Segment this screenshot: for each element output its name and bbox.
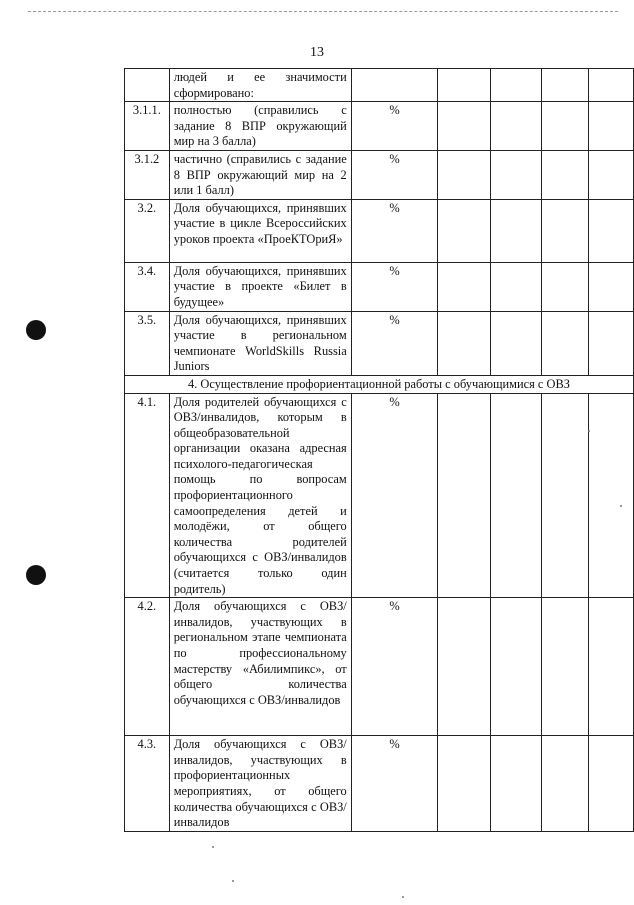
- table-row: [125, 736, 634, 832]
- row-unit: [351, 69, 438, 102]
- row-unit: %: [351, 199, 438, 262]
- empty-cell: [491, 311, 541, 375]
- row-description: людей и ее значимости сформировано:: [169, 69, 351, 102]
- empty-cell: [438, 736, 491, 832]
- table-row: [125, 102, 634, 151]
- row-number: 3.2.: [125, 199, 170, 262]
- empty-cell: [541, 102, 588, 151]
- empty-cell: [541, 393, 588, 598]
- empty-cell: [491, 262, 541, 311]
- row-description: Доля обучающихся, принявших участие в региональном чемпионате WorldSkills Russia Juniors: [169, 311, 351, 375]
- empty-cell: [588, 311, 633, 375]
- table-row: [125, 393, 634, 598]
- row-description: Доля обучающихся с ОВЗ/инвалидов, участвующих в профориентационных мероприятиях, от общего количества обучающихся с ОВЗ/инвалидов: [169, 736, 351, 832]
- row-description: Доля обучающихся, принявших участие в цикле Всероссийских уроков проекта «ПроеКТОриЯ»: [169, 199, 351, 262]
- empty-cell: [438, 598, 491, 736]
- empty-cell: [588, 393, 633, 598]
- binder-hole-top: [26, 320, 46, 340]
- empty-cell: [588, 598, 633, 736]
- table-row: [125, 598, 634, 736]
- empty-cell: [491, 150, 541, 199]
- row-number: 3.5.: [125, 311, 170, 375]
- scan-edge-line: [28, 11, 618, 12]
- table-row: [125, 69, 634, 102]
- row-number: 4.1.: [125, 393, 170, 598]
- empty-cell: [491, 393, 541, 598]
- row-unit: %: [351, 736, 438, 832]
- empty-cell: [541, 598, 588, 736]
- empty-cell: [491, 736, 541, 832]
- row-description: Доля обучающихся, принявших участие в проекте «Билет в будущее»: [169, 262, 351, 311]
- empty-cell: [438, 150, 491, 199]
- empty-cell: [491, 102, 541, 151]
- empty-cell: [541, 150, 588, 199]
- table-row: [125, 262, 634, 311]
- row-unit: %: [351, 393, 438, 598]
- row-unit: %: [351, 262, 438, 311]
- row-description: полностью (справились с задание 8 ВПР окружающий мир на 3 балла): [169, 102, 351, 151]
- row-unit: %: [351, 150, 438, 199]
- row-number: 4.3.: [125, 736, 170, 832]
- row-number: 3.4.: [125, 262, 170, 311]
- row-description: частично (справились с задание 8 ВПР окружающий мир на 2 или 1 балл): [169, 150, 351, 199]
- empty-cell: [588, 736, 633, 832]
- page-number: 13: [310, 45, 324, 60]
- row-number: [125, 69, 170, 102]
- empty-cell: [541, 736, 588, 832]
- empty-cell: [438, 393, 491, 598]
- empty-cell: [491, 69, 541, 102]
- empty-cell: [541, 262, 588, 311]
- row-number: 3.1.2: [125, 150, 170, 199]
- table-row: [125, 311, 634, 375]
- empty-cell: [491, 199, 541, 262]
- empty-cell: [438, 69, 491, 102]
- row-unit: %: [351, 311, 438, 375]
- row-description: Доля родителей обучающихся с ОВЗ/инвалидов, которым в общеобразовательной организации оказана адресная психолого-педагогическая помощь по вопросам профориентационного самоопределения детей и молодёжи, от общего количества родителей обучающихся с ОВЗ/инвалидов (считается только один родитель): [169, 393, 351, 598]
- empty-cell: [588, 199, 633, 262]
- empty-cell: [438, 262, 491, 311]
- empty-cell: [588, 262, 633, 311]
- binder-hole-bottom: [26, 565, 46, 585]
- empty-cell: [491, 598, 541, 736]
- empty-cell: [438, 311, 491, 375]
- empty-cell: [588, 69, 633, 102]
- row-unit: %: [351, 102, 438, 151]
- row-number: 3.1.1.: [125, 102, 170, 151]
- table-row: [125, 199, 634, 262]
- table-row: [125, 150, 634, 199]
- empty-cell: [438, 199, 491, 262]
- empty-cell: [541, 311, 588, 375]
- section-title: 4. Осуществление профориентационной работы с обучающимися с ОВЗ: [125, 375, 634, 393]
- row-unit: %: [351, 598, 438, 736]
- section-heading-row: [125, 375, 634, 393]
- row-number: 4.2.: [125, 598, 170, 736]
- empty-cell: [438, 102, 491, 151]
- row-description: Доля обучающихся с ОВЗ/инвалидов, участвующих в региональном этапе чемпионата по профессиональному мастерству «Абилимпикс», от общего количества обучающихся с ОВЗ/инвалидов: [169, 598, 351, 736]
- empty-cell: [541, 69, 588, 102]
- empty-cell: [541, 199, 588, 262]
- empty-cell: [588, 102, 633, 151]
- empty-cell: [588, 150, 633, 199]
- indicators-table: [124, 68, 634, 832]
